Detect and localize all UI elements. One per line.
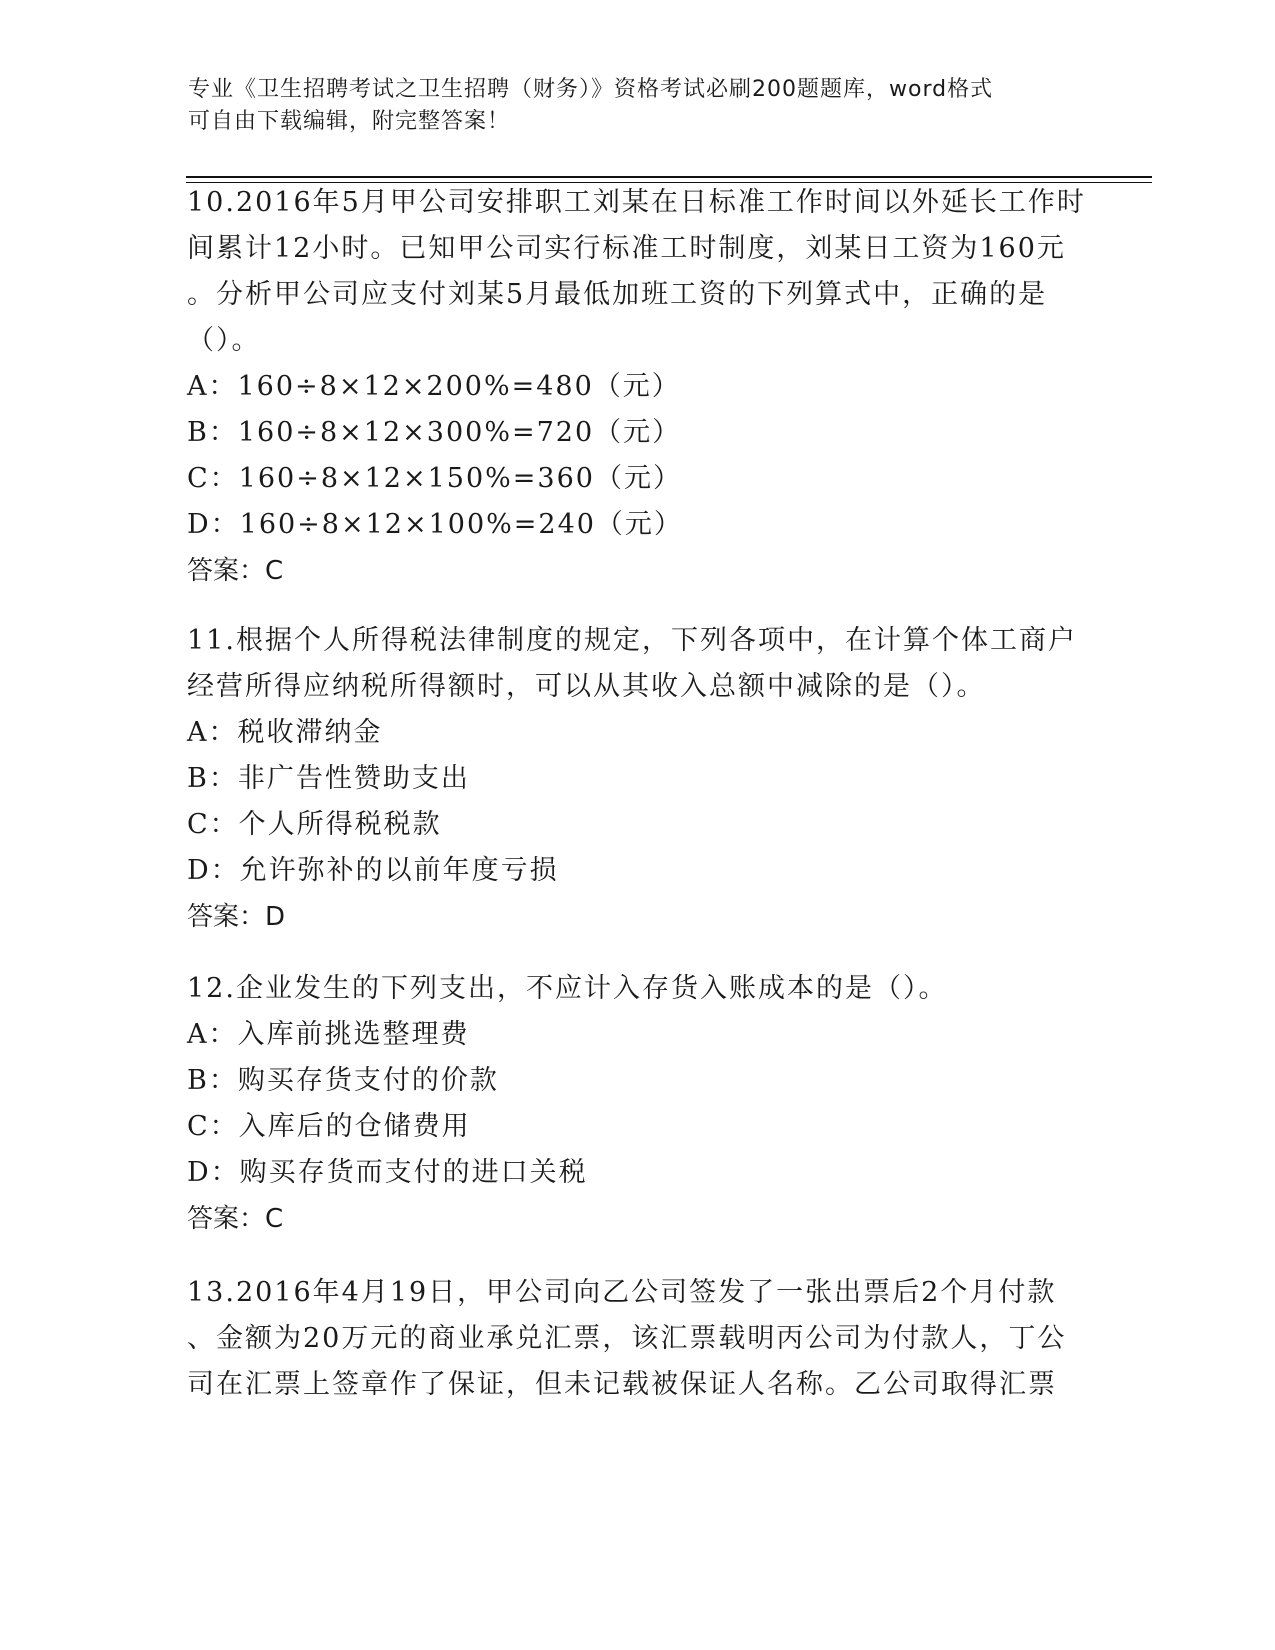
option-d: D：允许弥补的以前年度亏损 [187, 855, 559, 886]
question-text-line: 经营所得应纳税所得额时，可以从其收入总额中减除的是（）。 [187, 671, 986, 702]
question-text-line: 司在汇票上签章作了保证，但未记载被保证人名称。乙公司取得汇票 [187, 1369, 1057, 1400]
question-text-line: 13.2016年4月19日，甲公司向乙公司签发了一张出票后2个月付款 [187, 1277, 1057, 1308]
question-text-line: 。分析甲公司应支付刘某5月最低加班工资的下列算式中，正确的是 [187, 279, 1048, 310]
header-line-2: 可自由下载编辑，附完整答案！ [188, 109, 511, 134]
question-text-line: 间累计12小时。已知甲公司实行标准工时制度，刘某日工资为160元 [187, 233, 1066, 264]
header-line-1: 专业《卫生招聘考试之卫生招聘（财务）》资格考试必刷200题题库，word格式 [188, 77, 994, 102]
option-b: B：160÷8×12×300%=720（元） [187, 417, 682, 448]
document-header [188, 74, 1068, 138]
option-b: B：非广告性赞助支出 [187, 763, 470, 794]
option-d: D：购买存货而支付的进口关税 [187, 1157, 588, 1188]
header-divider-thick [186, 176, 1152, 178]
question-text-line: 、金额为20万元的商业承兑汇票，该汇票载明丙公司为付款人，丁公 [187, 1323, 1067, 1354]
option-a: A：税收滞纳金 [187, 717, 383, 748]
question-text-line: 10.2016年5月甲公司安排职工刘某在日标准工作时间以外延长工作时 [187, 187, 1086, 218]
answer-line: 答案：C [187, 1204, 284, 1234]
option-b: B：购买存货支付的价款 [187, 1065, 499, 1096]
question-13 [187, 1270, 1087, 1408]
option-c: C：入库后的仓储费用 [187, 1111, 471, 1142]
answer-line: 答案：D [187, 902, 286, 932]
option-a: A：160÷8×12×200%=480（元） [187, 371, 681, 402]
question-text-line: （）。 [187, 325, 261, 356]
option-c: C：160÷8×12×150%=360（元） [187, 463, 682, 494]
question-text-line: 11.根据个人所得税法律制度的规定，下列各项中，在计算个体工商户 [187, 625, 1077, 656]
question-text-line: 12.企业发生的下列支出，不应计入存货入账成本的是（）。 [187, 973, 948, 1004]
option-a: A：入库前挑选整理费 [187, 1019, 470, 1050]
question-12 [187, 966, 1087, 1242]
question-10 [187, 180, 1087, 594]
option-c: C：个人所得税税款 [187, 809, 442, 840]
option-d: D：160÷8×12×100%=240（元） [187, 509, 683, 540]
answer-line: 答案：C [187, 556, 284, 586]
question-11 [187, 618, 1087, 940]
